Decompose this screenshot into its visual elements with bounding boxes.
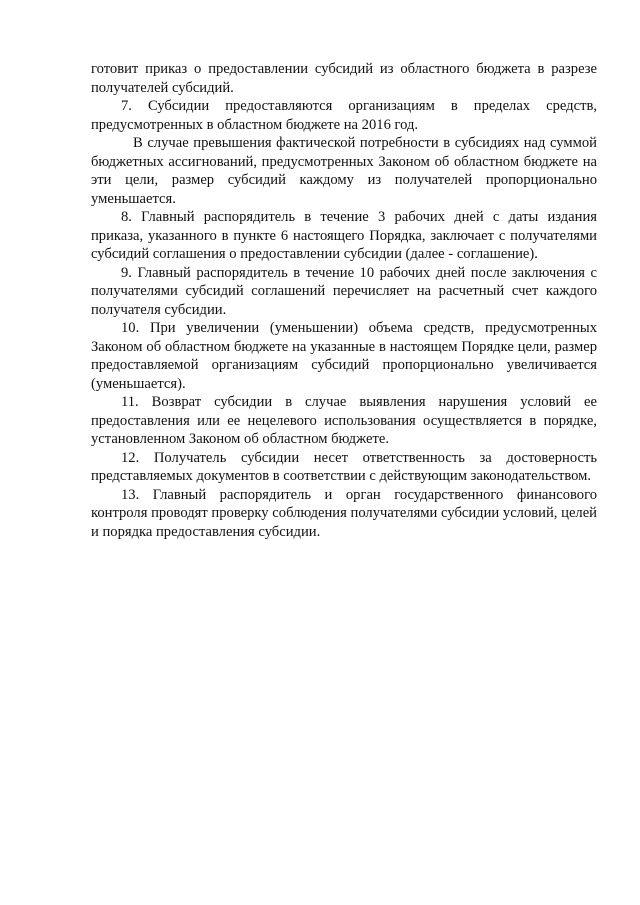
paragraph-excess-subsidy: В случае превышения фактической потребности в субсидиях над суммой бюджетных ассигнований, предусмотренных Законом об областном бюджете на эти цели, размер субсидий каждому из получателей пропорционально уменьшается. <box>91 135 597 207</box>
paragraph-item-10: 10. При увеличении (уменьшении) объема средств, предусмотренных Законом об областном бюджете на указанные в настоящем Порядке цели, размер предоставляемой организациям субсидий пропорционально увеличивается (уменьшается). <box>91 320 597 392</box>
paragraph-item-12: 12. Получатель субсидии несет ответственность за достоверность представляемых документов в соответствии с действующим законодательством. <box>91 449 597 484</box>
paragraph-item-7: 7. Субсидии предоставляются организациям в пределах средств, предусмотренных в областном бюджете на 2016 год. <box>91 98 597 133</box>
document-page <box>91 60 597 541</box>
paragraph-item-11: 11. Возврат субсидии в случае выявления нарушения условий ее предоставления или ее нецелевого использования осуществляется в порядке, установленном Законом об областном бюджете. <box>91 394 597 447</box>
paragraph-item-9: 9. Главный распорядитель в течение 10 рабочих дней после заключения с получателями субсидий соглашений перечисляет на расчетный счет каждого получателя субсидии. <box>91 264 597 318</box>
paragraph-item-8: 8. Главный распорядитель в течение 3 рабочих дней с даты издания приказа, указанного в пункте 6 настоящего Порядка, заключает с получателями субсидий соглашения о предоставлении субсидии (далее - соглашение). <box>91 209 597 262</box>
paragraph-item-13: 13. Главный распорядитель и орган государственного финансового контроля проводят проверку соблюдения получателями субсидии условий, целей и порядка предоставления субсидии. <box>91 486 597 540</box>
paragraph-continuation: готовит приказ о предоставлении субсидий из областного бюджета в разрезе получателей субсидий. <box>91 61 597 96</box>
